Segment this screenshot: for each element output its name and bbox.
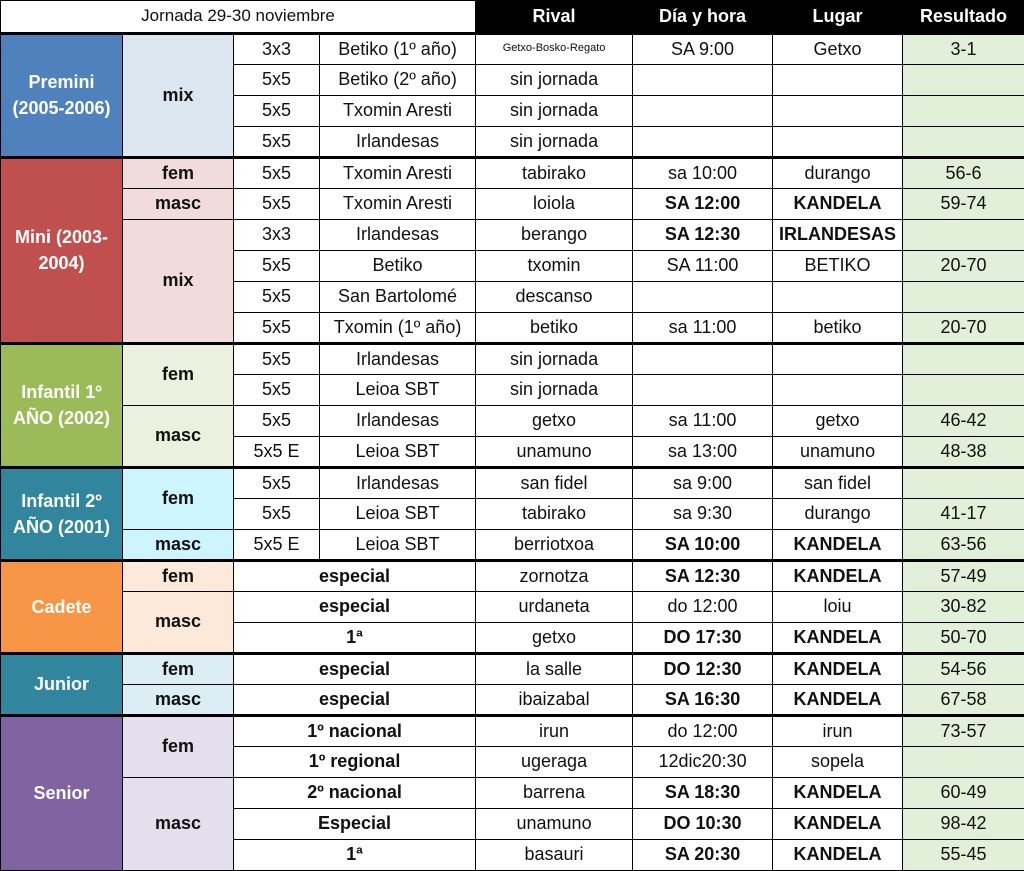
place-cell: KANDELA <box>773 622 903 653</box>
date-cell: do 12:00 <box>633 715 773 746</box>
table-row <box>1 684 1024 715</box>
result-cell: 63-56 <box>903 529 1024 560</box>
table-row <box>1 529 1024 560</box>
format-cell: 5x5 <box>234 498 320 529</box>
date-cell: DO 17:30 <box>633 622 773 653</box>
place-cell: loiu <box>773 591 903 622</box>
rival-cell: getxo <box>476 405 633 436</box>
result-cell: 57-49 <box>903 560 1024 591</box>
format-cell: 5x5 <box>234 126 320 157</box>
team-cell: Txomin (1º año) <box>320 312 476 343</box>
rival-cell: Getxo-Bosko-Regato <box>476 33 633 64</box>
format-cell: 5x5 <box>234 281 320 312</box>
date-cell: sa 13:00 <box>633 436 773 467</box>
result-cell: 20-70 <box>903 250 1024 281</box>
subcategory-fem: fem <box>123 653 234 684</box>
date-cell: do 12:00 <box>633 591 773 622</box>
rival-cell: tabirako <box>476 498 633 529</box>
result-cell: 3-1 <box>903 33 1024 64</box>
place-cell: getxo <box>773 405 903 436</box>
date-cell: SA 12:30 <box>633 560 773 591</box>
date-cell: sa 9:00 <box>633 467 773 498</box>
date-cell: SA 18:30 <box>633 777 773 808</box>
format-cell: 3x3 <box>234 33 320 64</box>
subcategory-masc: masc <box>123 529 234 560</box>
date-cell <box>633 343 773 374</box>
table-row <box>1 157 1024 188</box>
date-cell <box>633 126 773 157</box>
rival-cell: san fidel <box>476 467 633 498</box>
team-cell: Betiko (1º año) <box>320 33 476 64</box>
result-cell: 50-70 <box>903 622 1024 653</box>
result-cell: 67-58 <box>903 684 1024 715</box>
place-cell: KANDELA <box>773 839 903 870</box>
date-cell: SA 10:00 <box>633 529 773 560</box>
place-cell: durango <box>773 498 903 529</box>
result-cell: 54-56 <box>903 653 1024 684</box>
date-cell <box>633 95 773 126</box>
place-cell: KANDELA <box>773 529 903 560</box>
place-cell: KANDELA <box>773 653 903 684</box>
team-cell: Betiko (2º año) <box>320 64 476 95</box>
result-cell <box>903 126 1024 157</box>
subcategory-mix: mix <box>123 219 234 343</box>
result-cell: 55-45 <box>903 839 1024 870</box>
team-cell: Txomin Aresti <box>320 95 476 126</box>
date-cell: SA 16:30 <box>633 684 773 715</box>
result-cell <box>903 746 1024 777</box>
result-cell: 46-42 <box>903 405 1024 436</box>
place-header: Lugar <box>773 1 903 34</box>
team-cell: Irlandesas <box>320 219 476 250</box>
date-cell: SA 9:00 <box>633 33 773 64</box>
place-cell: BETIKO <box>773 250 903 281</box>
rival-cell: sin jornada <box>476 374 633 405</box>
rival-cell: berango <box>476 219 633 250</box>
subcategory-fem: fem <box>123 560 234 591</box>
place-cell: Getxo <box>773 33 903 64</box>
team-cell: 1º nacional <box>234 715 476 746</box>
rival-cell: loiola <box>476 188 633 219</box>
team-cell: especial <box>234 591 476 622</box>
team-cell: especial <box>234 653 476 684</box>
place-cell: KANDELA <box>773 808 903 839</box>
format-cell: 5x5 <box>234 157 320 188</box>
format-cell: 5x5 <box>234 64 320 95</box>
format-cell: 5x5 <box>234 312 320 343</box>
team-cell: 1ª <box>234 839 476 870</box>
place-cell: sopela <box>773 746 903 777</box>
place-cell <box>773 126 903 157</box>
team-cell: Leioa SBT <box>320 498 476 529</box>
rival-cell: descanso <box>476 281 633 312</box>
result-cell <box>903 374 1024 405</box>
date-cell: DO 10:30 <box>633 808 773 839</box>
date-cell: sa 11:00 <box>633 312 773 343</box>
team-cell: Irlandesas <box>320 126 476 157</box>
rival-cell: basauri <box>476 839 633 870</box>
category-infantil-2: Infantil 2º AÑO (2001) <box>1 467 123 560</box>
result-cell <box>903 343 1024 374</box>
rival-cell: unamuno <box>476 808 633 839</box>
result-cell: 60-49 <box>903 777 1024 808</box>
place-cell: KANDELA <box>773 560 903 591</box>
place-cell: KANDELA <box>773 684 903 715</box>
result-cell <box>903 467 1024 498</box>
team-cell: especial <box>234 560 476 591</box>
rival-cell: sin jornada <box>476 343 633 374</box>
place-cell: KANDELA <box>773 777 903 808</box>
place-cell: betiko <box>773 312 903 343</box>
table-row <box>1 715 1024 746</box>
format-cell: 5x5 <box>234 374 320 405</box>
rival-cell: sin jornada <box>476 95 633 126</box>
category-infantil-1: Infantil 1º AÑO (2002) <box>1 343 123 467</box>
format-cell: 5x5 <box>234 467 320 498</box>
format-cell: 5x5 <box>234 250 320 281</box>
date-cell <box>633 64 773 95</box>
result-cell: 73-57 <box>903 715 1024 746</box>
result-cell: 59-74 <box>903 188 1024 219</box>
rival-cell: sin jornada <box>476 126 633 157</box>
rival-cell: zornotza <box>476 560 633 591</box>
team-cell: Txomin Aresti <box>320 188 476 219</box>
table-row <box>1 219 1024 250</box>
date-cell: sa 10:00 <box>633 157 773 188</box>
date-cell: SA 12:00 <box>633 188 773 219</box>
team-cell: Especial <box>234 808 476 839</box>
category-senior: Senior <box>1 715 123 870</box>
place-cell: durango <box>773 157 903 188</box>
rival-cell: unamuno <box>476 436 633 467</box>
result-cell: 41-17 <box>903 498 1024 529</box>
team-cell: Irlandesas <box>320 343 476 374</box>
category-premini: Premini (2005-2006) <box>1 33 123 157</box>
table-row <box>1 777 1024 808</box>
rival-cell: getxo <box>476 622 633 653</box>
subcategory-fem: fem <box>123 157 234 188</box>
place-cell <box>773 343 903 374</box>
team-cell: Leioa SBT <box>320 374 476 405</box>
result-cell <box>903 219 1024 250</box>
date-cell: DO 12:30 <box>633 653 773 684</box>
format-cell: 5x5 E <box>234 529 320 560</box>
subcategory-fem: fem <box>123 715 234 777</box>
place-cell: KANDELA <box>773 188 903 219</box>
subcategory-masc: masc <box>123 777 234 870</box>
team-cell: San Bartolomé <box>320 281 476 312</box>
result-cell: 56-6 <box>903 157 1024 188</box>
table-row <box>1 560 1024 591</box>
table-row <box>1 343 1024 374</box>
place-cell <box>773 64 903 95</box>
subcategory-masc: masc <box>123 591 234 653</box>
format-cell: 5x5 <box>234 405 320 436</box>
result-header: Resultado <box>903 1 1024 34</box>
team-cell: 1ª <box>234 622 476 653</box>
date-cell <box>633 374 773 405</box>
subcategory-fem: fem <box>123 467 234 529</box>
place-cell: irun <box>773 715 903 746</box>
date-cell: SA 20:30 <box>633 839 773 870</box>
rival-cell: tabirako <box>476 157 633 188</box>
header-row <box>1 1 1024 34</box>
team-cell: Leioa SBT <box>320 436 476 467</box>
rival-cell: txomin <box>476 250 633 281</box>
place-cell: san fidel <box>773 467 903 498</box>
format-cell: 5x5 E <box>234 436 320 467</box>
jornada-title: Jornada 29-30 noviembre <box>1 1 476 34</box>
rival-cell: berriotxoa <box>476 529 633 560</box>
rival-header: Rival <box>476 1 633 34</box>
team-cell: Txomin Aresti <box>320 157 476 188</box>
table-row <box>1 653 1024 684</box>
team-cell: Betiko <box>320 250 476 281</box>
date-cell: sa 11:00 <box>633 405 773 436</box>
team-cell: Irlandesas <box>320 405 476 436</box>
table-row <box>1 33 1024 64</box>
result-cell <box>903 64 1024 95</box>
table-row <box>1 188 1024 219</box>
place-cell: IRLANDESAS <box>773 219 903 250</box>
table-row <box>1 467 1024 498</box>
rival-cell: ugeraga <box>476 746 633 777</box>
result-cell: 30-82 <box>903 591 1024 622</box>
date-cell: sa 9:30 <box>633 498 773 529</box>
date-cell: 12dic20:30 <box>633 746 773 777</box>
subcategory-masc: masc <box>123 188 234 219</box>
result-cell <box>903 281 1024 312</box>
rival-cell: ibaizabal <box>476 684 633 715</box>
date-cell <box>633 281 773 312</box>
result-cell: 98-42 <box>903 808 1024 839</box>
team-cell: 1º regional <box>234 746 476 777</box>
subcategory-fem: fem <box>123 343 234 405</box>
rival-cell: irun <box>476 715 633 746</box>
day-time-header: Día y hora <box>633 1 773 34</box>
result-cell <box>903 95 1024 126</box>
team-cell: especial <box>234 684 476 715</box>
category-mini: Mini (2003-2004) <box>1 157 123 343</box>
rival-cell: barrena <box>476 777 633 808</box>
rival-cell: sin jornada <box>476 64 633 95</box>
rival-cell: urdaneta <box>476 591 633 622</box>
team-cell: Irlandesas <box>320 467 476 498</box>
format-cell: 5x5 <box>234 188 320 219</box>
place-cell <box>773 374 903 405</box>
format-cell: 3x3 <box>234 219 320 250</box>
format-cell: 5x5 <box>234 343 320 374</box>
format-cell: 5x5 <box>234 95 320 126</box>
subcategory-masc: masc <box>123 684 234 715</box>
table-row <box>1 591 1024 622</box>
team-cell: 2º nacional <box>234 777 476 808</box>
date-cell: SA 11:00 <box>633 250 773 281</box>
rival-cell: betiko <box>476 312 633 343</box>
category-cadete: Cadete <box>1 560 123 653</box>
result-cell: 20-70 <box>903 312 1024 343</box>
place-cell <box>773 95 903 126</box>
subcategory-mix: mix <box>123 33 234 157</box>
team-cell: Leioa SBT <box>320 529 476 560</box>
category-junior: Junior <box>1 653 123 715</box>
rival-cell: la salle <box>476 653 633 684</box>
result-cell: 48-38 <box>903 436 1024 467</box>
place-cell <box>773 281 903 312</box>
place-cell: unamuno <box>773 436 903 467</box>
subcategory-masc: masc <box>123 405 234 467</box>
table-row <box>1 405 1024 436</box>
date-cell: SA 12:30 <box>633 219 773 250</box>
